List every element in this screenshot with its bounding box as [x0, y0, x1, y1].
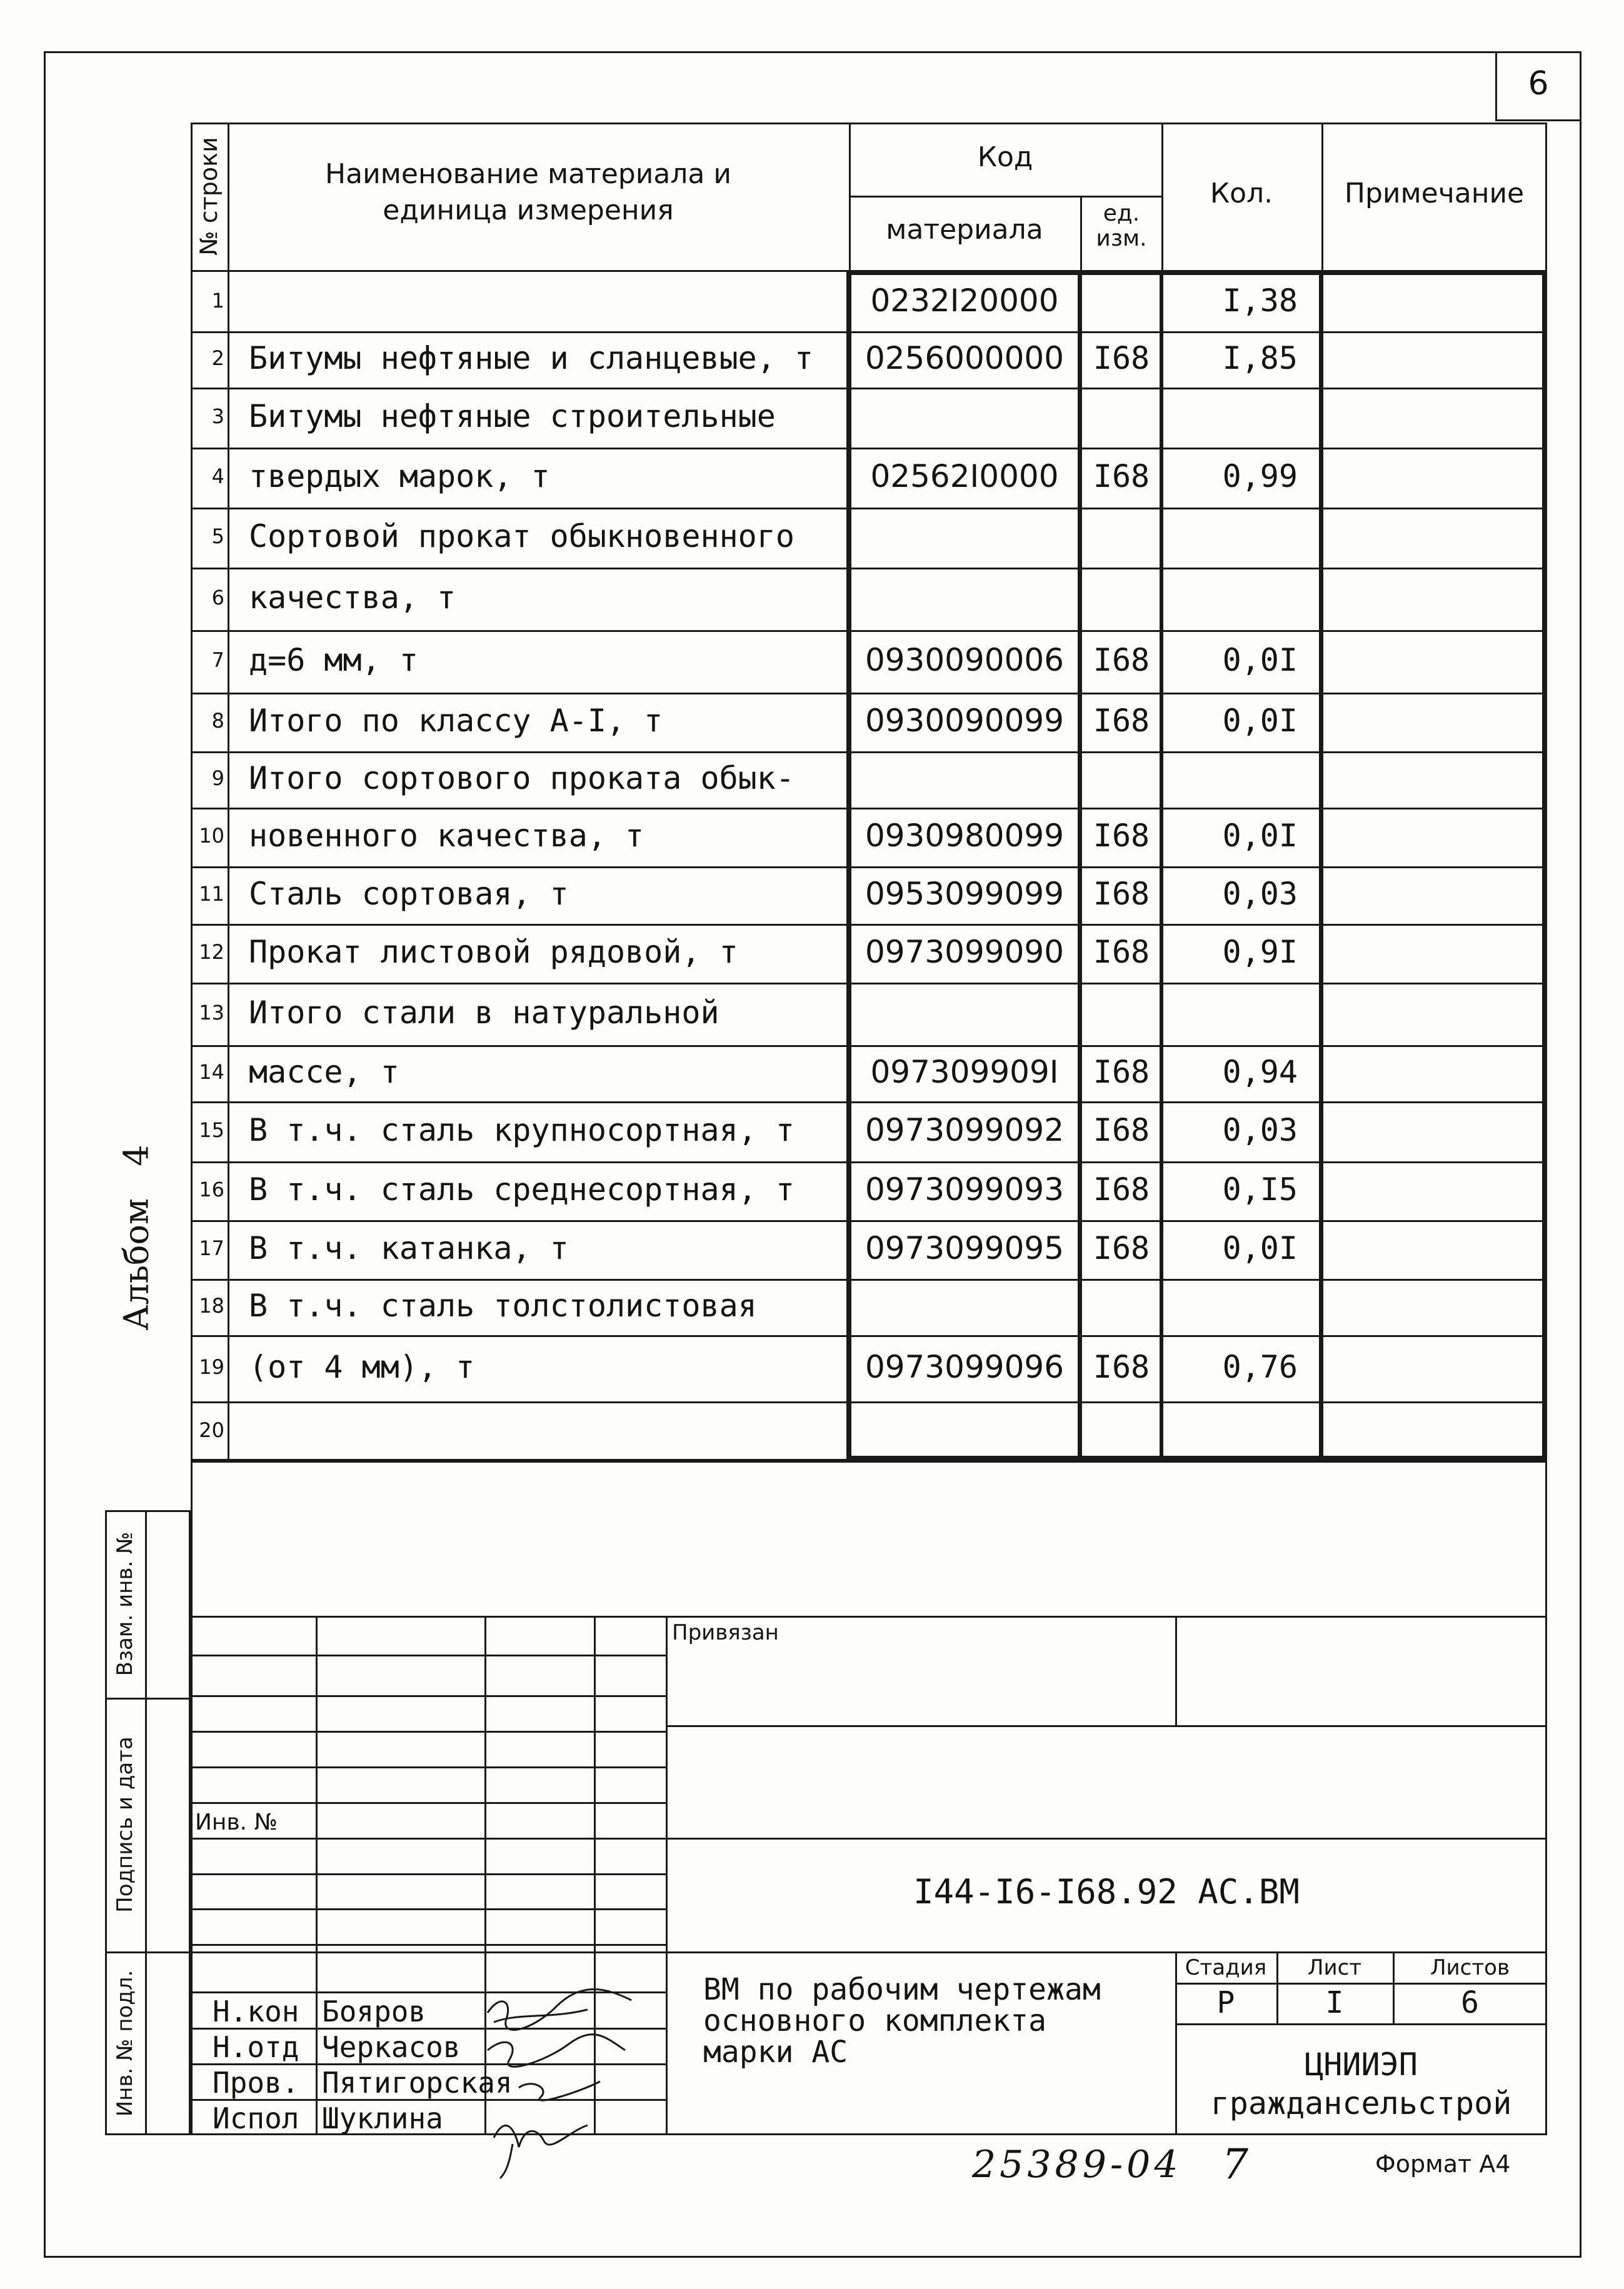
- row-unit-code: I68: [1093, 1348, 1150, 1385]
- rev-row-10: [191, 1951, 1547, 1953]
- row-material-name: твердых марок, т: [249, 458, 550, 494]
- row-material-code: 0256000000: [865, 339, 1065, 376]
- row-number: 2: [211, 346, 224, 371]
- row-material-code: 0953099099: [865, 875, 1065, 912]
- row-quantity: 0,0I: [1222, 817, 1298, 854]
- document-designation: I44-I6-I68.92 АС.ВМ: [913, 1872, 1300, 1911]
- privyazan-bottom: [666, 1725, 1547, 1727]
- row-number: 20: [199, 1418, 224, 1442]
- row-number: 15: [199, 1118, 224, 1143]
- row-quantity: 0,03: [1222, 1111, 1298, 1148]
- row-number: 8: [211, 709, 224, 733]
- row-material-code: 0930980099: [865, 817, 1065, 854]
- row-number: 19: [199, 1355, 224, 1380]
- stage-bottom-line: [1175, 2023, 1547, 2025]
- label-vzam-inv: Взам. инв. №: [113, 1531, 138, 1676]
- side-stamp-line-2: [105, 1951, 191, 1953]
- rev-row-7: [191, 1873, 666, 1875]
- row-unit-code: I68: [1093, 817, 1150, 854]
- inv-no-label: Инв. №: [195, 1810, 278, 1835]
- row-quantity: 0,94: [1222, 1053, 1298, 1090]
- row-separator: [191, 508, 1547, 509]
- stamp-line-privyazan-top: [191, 1616, 1547, 1618]
- row-material-name: Битумы нефтяные строительные: [249, 398, 776, 434]
- sig-name-4: Шуклина: [322, 2101, 443, 2135]
- handwritten-signatures: [481, 1975, 669, 2181]
- stage-header: Стадия: [1185, 1955, 1267, 1980]
- sig-name-2: Черкасов: [322, 2030, 461, 2064]
- org-line-2: граждансельстрой: [1210, 2085, 1512, 2121]
- sig-role-2: Н.отд: [213, 2030, 299, 2064]
- row-separator: [191, 1335, 1547, 1337]
- album-number: 4: [116, 1144, 156, 1166]
- row-number: 9: [211, 766, 224, 791]
- row-quantity: 0,0I: [1222, 1230, 1298, 1266]
- row-unit-code: I68: [1093, 1171, 1150, 1208]
- row-number: 18: [199, 1294, 224, 1318]
- row-material-code: 0973099095: [865, 1230, 1065, 1266]
- row-unit-code: I68: [1093, 702, 1150, 739]
- rev-row-9: [191, 1944, 666, 1946]
- rev-row-4: [191, 1766, 666, 1768]
- row-separator: [191, 1101, 1547, 1103]
- sig-role-3: Пров.: [213, 2066, 299, 2100]
- rev-row-2: [191, 1695, 666, 1697]
- label-podpis-data: Подпись и дата: [113, 1736, 138, 1913]
- row-material-name: Сталь сортовая, т: [249, 875, 569, 912]
- header-material: материала: [886, 214, 1043, 246]
- row-number: 4: [211, 464, 224, 489]
- row-quantity: 0,0I: [1222, 702, 1298, 739]
- row-quantity: 0,I5: [1222, 1171, 1298, 1208]
- header-note: Примечание: [1344, 178, 1525, 209]
- row-material-name: Итого стали в натуральной: [249, 994, 719, 1031]
- footer-page: 7: [1222, 2140, 1248, 2188]
- row-material-name: Сортовой прокат обыкновенного: [249, 518, 794, 554]
- row-material-code: 02562I0000: [870, 458, 1059, 494]
- row-unit-code: I68: [1093, 641, 1150, 678]
- row-material-name: В т.ч. катанка, т: [249, 1230, 569, 1266]
- row-quantity: 0,0I: [1222, 641, 1298, 678]
- row-separator: [191, 388, 1547, 389]
- row-material-code: 0232I20000: [870, 282, 1059, 319]
- row-material-name: д=6 мм, т: [249, 641, 418, 678]
- row-material-code: 0930090099: [865, 702, 1065, 739]
- row-material-name: новенного качества, т: [249, 817, 644, 854]
- row-quantity: 0,9I: [1222, 933, 1298, 970]
- row-separator: [191, 568, 1547, 569]
- row-separator: [191, 866, 1547, 868]
- rev-row-6: [191, 1838, 1547, 1840]
- row-material-name: В т.ч. сталь толстолистовая: [249, 1287, 757, 1324]
- sheet-number: 6: [1528, 65, 1549, 103]
- row-number: 3: [211, 404, 224, 429]
- row-material-code: 0973099090: [865, 933, 1065, 970]
- row-unit-code: I68: [1093, 1053, 1150, 1090]
- row-separator: [191, 808, 1547, 809]
- rev-row-1: [191, 1655, 666, 1656]
- row-number: 11: [199, 882, 224, 906]
- row-separator: [191, 1220, 1547, 1222]
- row-number: 1: [211, 289, 224, 313]
- row-material-name: В т.ч. сталь крупносортная, т: [249, 1111, 794, 1148]
- row-number: 13: [199, 1001, 224, 1025]
- row-number: 16: [199, 1178, 224, 1202]
- row-number: 12: [199, 940, 224, 964]
- sheets-header: Листов: [1430, 1955, 1510, 1980]
- row-unit-code: I68: [1093, 458, 1150, 494]
- row-separator: [191, 1401, 1547, 1403]
- row-number: 6: [211, 586, 224, 610]
- sheet-value: I: [1325, 1985, 1344, 2020]
- row-unit-code: I68: [1093, 339, 1150, 376]
- row-separator: [191, 1279, 1547, 1281]
- row-material-name: (от 4 мм), т: [249, 1348, 475, 1385]
- signature-roles: [213, 1994, 299, 2136]
- row-separator: [191, 693, 1547, 694]
- row-number: 14: [199, 1060, 224, 1084]
- title-line-2: основного комплекта: [703, 2003, 1047, 2038]
- label-inv-podl: Инв. № подл.: [113, 1970, 138, 2117]
- privyazan-split: [1175, 1616, 1177, 1725]
- row-separator: [191, 331, 1547, 333]
- org-line-1: ЦНИИЭП: [1305, 2046, 1418, 2083]
- row-unit-code: I68: [1093, 933, 1150, 970]
- sig-name-1: Бояров: [322, 1995, 426, 2028]
- row-material-name: массе, т: [249, 1053, 399, 1090]
- rev-row-3: [191, 1731, 666, 1733]
- rev-row-8: [191, 1908, 666, 1910]
- row-separator: [191, 448, 1547, 449]
- row-number: 7: [211, 648, 224, 673]
- row-separator: [191, 1045, 1547, 1047]
- header-unit: ед. изм.: [1096, 201, 1147, 251]
- col-line-1: [228, 123, 229, 1461]
- stage-value: Р: [1216, 1985, 1235, 2020]
- header-name: Наименование материала и единица измерения: [325, 158, 731, 226]
- row-separator: [191, 1161, 1547, 1163]
- row-separator: [191, 983, 1547, 984]
- sheet-header: Лист: [1307, 1955, 1362, 1980]
- footer-code: 25389-04: [972, 2143, 1182, 2186]
- row-material-code: 0973099093: [865, 1171, 1065, 1208]
- row-material-name: Прокат листовой рядовой, т: [249, 933, 738, 970]
- row-material-name: Битумы нефтяные и сланцевые, т: [249, 339, 814, 376]
- row-separator: [191, 630, 1547, 632]
- document-title: [703, 1974, 1101, 2068]
- organization: [1175, 2045, 1547, 2123]
- title-line-3: марки АС: [703, 2035, 848, 2070]
- header-code-split: [849, 196, 1161, 198]
- side-stamp-split: [145, 1510, 147, 2135]
- format-label: Формат А4: [1375, 2150, 1511, 2178]
- row-number: 10: [199, 824, 224, 848]
- row-quantity: I,85: [1222, 339, 1298, 376]
- row-quantity: 0,03: [1222, 875, 1298, 912]
- row-unit-code: I68: [1093, 1230, 1150, 1266]
- row-material-code: 0930090006: [865, 641, 1065, 678]
- row-unit-code: I68: [1093, 1111, 1150, 1148]
- header-code: Код: [977, 141, 1033, 173]
- side-stamp-line-1: [105, 1698, 191, 1700]
- row-quantity: I,38: [1222, 282, 1298, 319]
- sheets-value: 6: [1461, 1985, 1479, 2020]
- row-material-code: 0973099096: [865, 1348, 1065, 1385]
- row-separator: [191, 924, 1547, 926]
- row-material-name: В т.ч. сталь среднесортная, т: [249, 1171, 794, 1208]
- title-line-1: ВМ по рабочим чертежам: [703, 1972, 1101, 2007]
- rev-col-1: [316, 1616, 318, 2135]
- row-quantity: 0,99: [1222, 458, 1298, 494]
- album-label: [117, 1144, 156, 1330]
- row-number: 5: [211, 524, 224, 549]
- stage-header-line: [1175, 1983, 1547, 1985]
- row-material-name: Итого по классу А-I, т: [249, 702, 663, 739]
- row-quantity: 0,76: [1222, 1348, 1298, 1385]
- header-row-no: № строки: [195, 137, 223, 256]
- sig-name-3: Пятигорская: [322, 2066, 513, 2100]
- sig-role-4: Испол: [213, 2101, 299, 2135]
- row-material-code: 0973099092: [865, 1111, 1065, 1148]
- row-material-name: Итого сортового проката обык-: [249, 759, 794, 796]
- row-material-name: качества, т: [249, 579, 456, 616]
- row-number: 17: [199, 1236, 224, 1261]
- row-separator: [191, 751, 1547, 753]
- row-unit-code: I68: [1093, 875, 1150, 912]
- header-qty: Кол.: [1210, 178, 1273, 209]
- row-material-code: 097309909I: [870, 1053, 1059, 1090]
- sig-role-1: Н.кон: [213, 1995, 299, 2028]
- privyazan-label: Привязан: [672, 1620, 779, 1645]
- rev-row-5: [191, 1802, 666, 1804]
- album-label-text: Альбом: [116, 1198, 156, 1331]
